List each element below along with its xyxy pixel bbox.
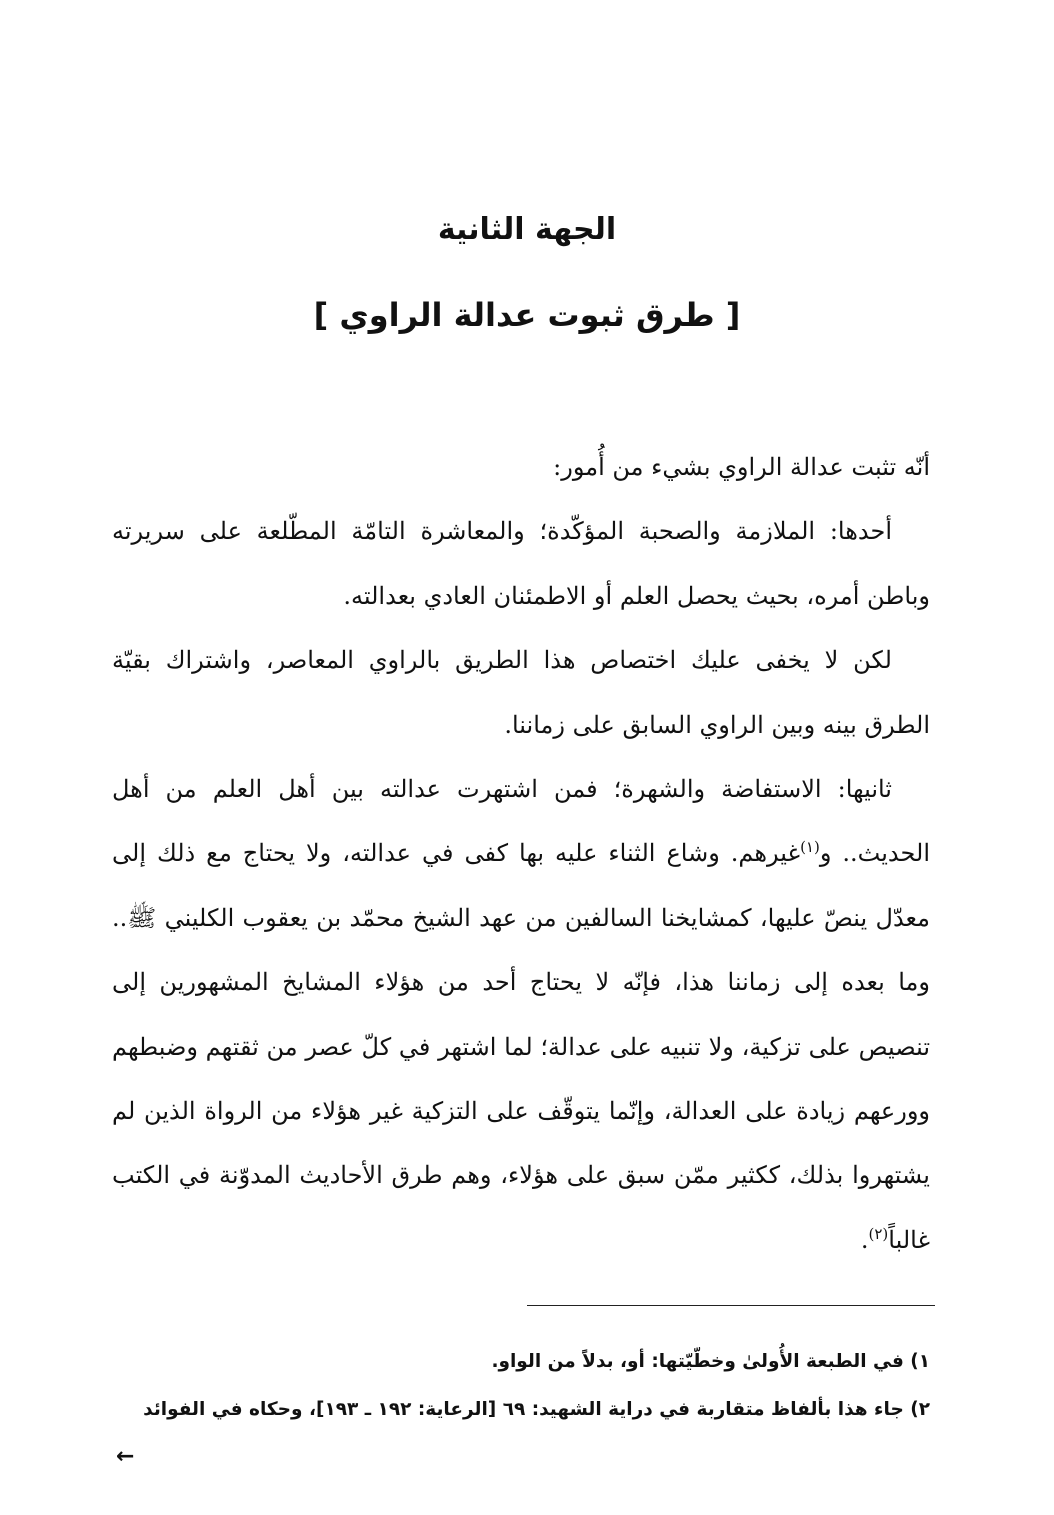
footnotes	[112, 1338, 930, 1434]
body-text	[112, 435, 930, 1272]
paragraph-text: .	[860, 1225, 869, 1254]
section-heading: الجهة الثانية	[437, 212, 617, 247]
section-subheading: [ طرق ثبوت عدالة الراوي ]	[313, 296, 741, 334]
paragraph-text: ثانيها: الاستفاضة والشهرة؛ فمن اشتهرت عدالته بين أهل العلم من أهل الحديث.. و	[112, 775, 930, 868]
footnote: ٢) جاء هذا بألفاظ متقاربة في دراية الشهيد: ٦٩ [الرعاية: ١٩٢ ـ ١٩٣]، وحكاه في الفوائد	[143, 1399, 930, 1420]
footnote: ١) في الطبعة الأُولىٰ وخطّيّتها: أو، بدلاً من الواو.	[491, 1351, 930, 1372]
paragraph: لكن لا يخفى عليك اختصاص هذا الطريق بالراوي المعاصر، واشتراك بقيّة الطرق بينه وبين الراوي السابق على زماننا.	[112, 646, 930, 739]
paragraph: أحدها: الملازمة والصحبة المؤكّدة؛ والمعاشرة التامّة المطّلعة على سريرته وباطن أمره، بحيث يحصل العلم أو الاطمئنان العادي بعدالته.	[112, 517, 930, 610]
footnote-divider	[527, 1305, 935, 1306]
paragraph: أنّه تثبت عدالة الراوي بشيء من أُمور:	[553, 453, 930, 481]
paragraph-text: غيرهم. وشاع الثناء عليه بها كفى في عدالته، ولا يحتاج مع ذلك إلى معدّل ينصّ عليها، كمشايخنا السالفين من عهد الشيخ محمّد بن يعقوب الكليني ﷺ.. وما بعده إلى زماننا هذا، فإنّه لا يحتاج أحد من هؤلاء المشايخ المشهورين إلى تنصيص على تزكية، ولا تنبيه على عدالة؛ لما اشتهر في كلّ عصر من ثقتهم وضبطهم وورعهم زيادة على العدالة، وإنّما يتوقّف على التزكية غير هؤلاء من الرواة الذين لم يشتهروا بذلك، ككثير ممّن سبق على هؤلاء، وهم طرق الأحاديث المدوّنة في الكتب غالباً	[112, 839, 931, 1254]
footnote-marker: (١)	[800, 838, 820, 857]
paragraph	[112, 757, 930, 1272]
continuation-arrow-icon: ←	[116, 1444, 135, 1469]
footnote-marker: (٢)	[868, 1224, 889, 1243]
